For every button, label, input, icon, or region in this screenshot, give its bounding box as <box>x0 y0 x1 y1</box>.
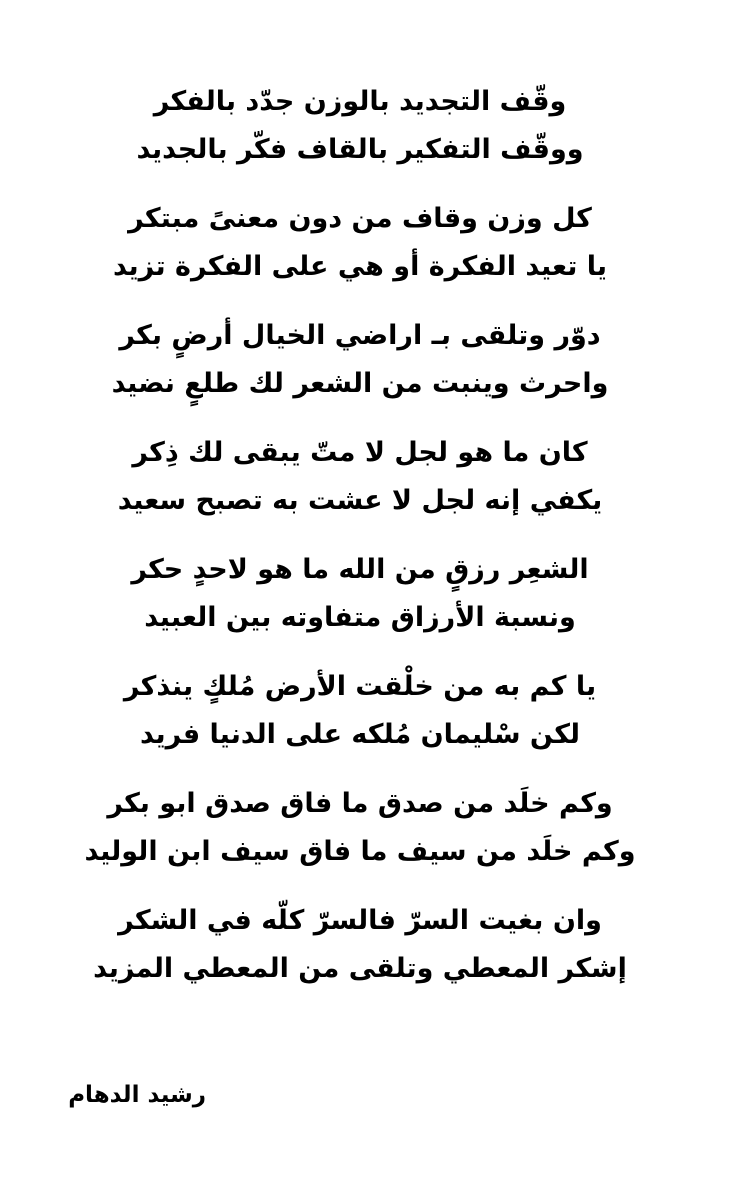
poem-line: كان ما هو لجل لا متّ يبقى لك ذِكر <box>132 437 588 468</box>
poem-line: يكفي إنه لجل لا عشت به تصبح سعيد <box>117 485 603 516</box>
stanza-8 <box>40 897 680 1014</box>
stanza-4 <box>40 429 680 546</box>
poem-line: واحرث وينبت من الشعر لك طلعٍ نضيد <box>111 368 609 399</box>
poem-line: الشعِر رزقٍ من الله ما هو لاحدٍ حكر <box>131 554 589 585</box>
poem-line: وكم خلَد من سيف ما فاق سيف ابن الوليد <box>84 836 636 867</box>
poem-line: إشكر المعطي وتلقى من المعطي المزيد <box>93 953 627 984</box>
poem-line: يا كم به من خلْقت الأرض مُلكٍ ينذكر <box>123 671 597 702</box>
poem-line: دوّر وتلقى بـ اراضي الخيال أرضٍ بكر <box>119 320 601 351</box>
poem-line: وقّف التجديد بالوزن جدّد بالفكر <box>153 86 567 117</box>
stanza-2 <box>40 195 680 312</box>
poem-line: وكم خلَد من صدق ما فاق صدق ابو بكر <box>107 788 613 819</box>
poem-line: ووقّف التفكير بالقاف فكّر بالجديد <box>136 134 584 165</box>
stanza-1 <box>40 78 680 195</box>
stanza-5 <box>40 546 680 663</box>
author-signature: رشيد الدهام <box>68 1082 206 1108</box>
poem-line: ونسبة الأرزاق متفاوته بين العبيد <box>144 602 576 633</box>
poem-line: وان بغيت السرّ فالسرّ كلّه في الشكر <box>118 905 602 936</box>
poem-line: لكن سْليمان مُلكه على الدنيا فريد <box>139 719 581 750</box>
stanza-3 <box>40 312 680 429</box>
stanza-7 <box>40 780 680 897</box>
stanza-6 <box>40 663 680 780</box>
poem-line: يا تعيد الفكرة أو هي على الفكرة تزيد <box>112 251 608 282</box>
poem <box>40 78 680 1014</box>
poem-line: كل وزن وقاف من دون معنىً مبتكر <box>128 203 592 234</box>
